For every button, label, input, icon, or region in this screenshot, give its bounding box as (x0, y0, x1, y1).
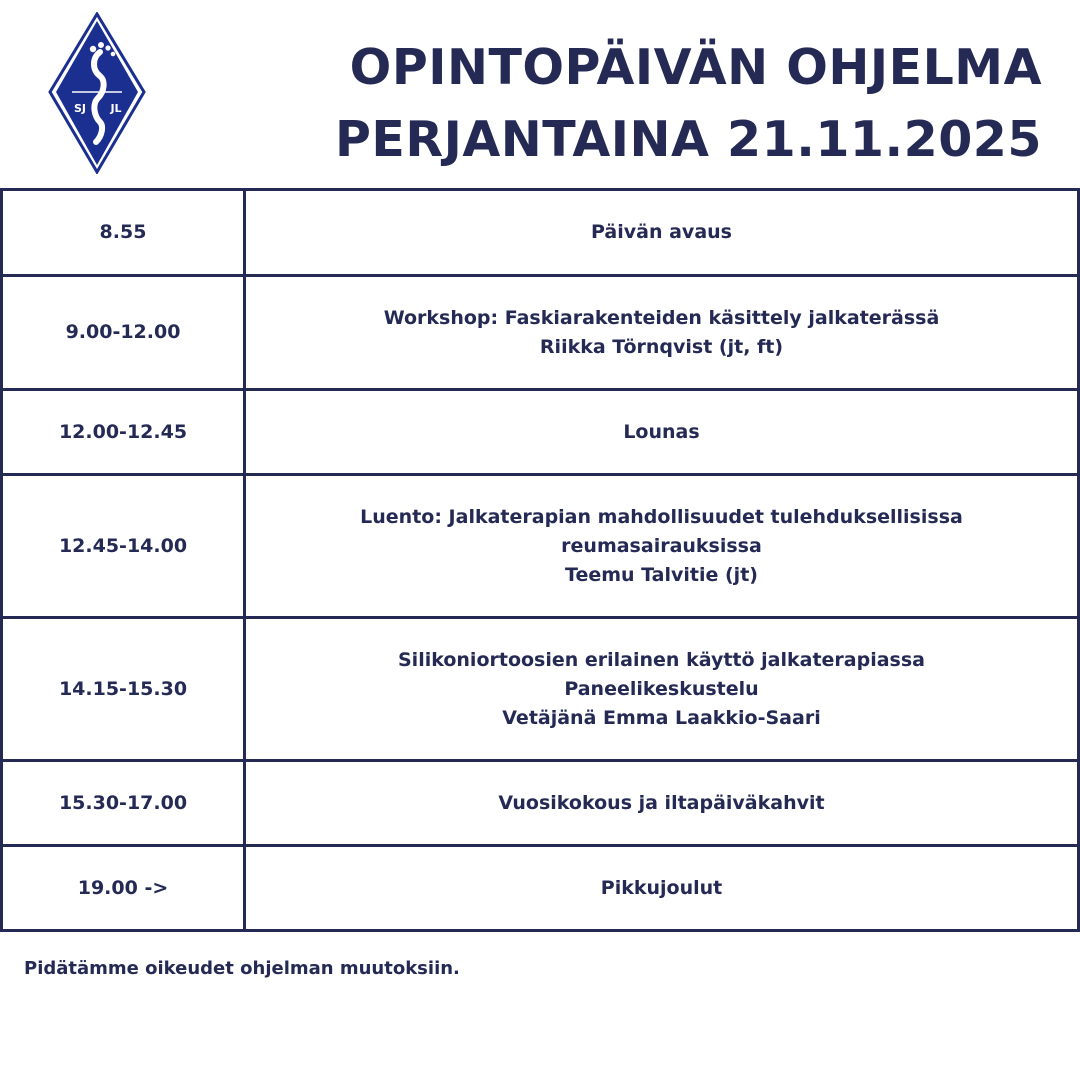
schedule-event (245, 190, 1079, 276)
event-line: Workshop: Faskiarakenteiden käsittely jalkaterässä (383, 306, 940, 329)
schedule-row (2, 190, 1079, 276)
title-line-2: PERJANTAINA 21.11.2025 (334, 111, 1042, 168)
schedule-time: 12.45-14.00 (2, 475, 245, 618)
schedule-event (245, 761, 1079, 846)
logo-letters-right: JL (110, 102, 122, 115)
diamond-logo-icon (48, 12, 146, 174)
event-line: Paneelikeskustelu (564, 677, 759, 700)
schedule-row (2, 276, 1079, 390)
schedule-event (245, 475, 1079, 618)
event-line: Vuosikokous ja iltapäiväkahvit (498, 791, 825, 814)
event-line: Pikkujoulut (600, 876, 723, 899)
schedule-time: 12.00-12.45 (2, 390, 245, 475)
schedule-row (2, 390, 1079, 475)
schedule-row (2, 475, 1079, 618)
page-title (335, 32, 1042, 176)
event-line: Luento: Jalkaterapian mahdollisuudet tulehduksellisissa (360, 505, 963, 528)
footnote: Pidätämme oikeudet ohjelman muutoksiin. (24, 958, 460, 979)
schedule-table (0, 188, 1080, 932)
event-line: Silikoniortoosien erilainen käyttö jalkaterapiassa (398, 648, 925, 671)
schedule-row (2, 846, 1079, 931)
schedule-event (245, 846, 1079, 931)
logo-letters-left: SJ (73, 102, 87, 115)
schedule-row (2, 761, 1079, 846)
schedule-row (2, 618, 1079, 761)
schedule-event (245, 276, 1079, 390)
association-logo (48, 12, 146, 174)
event-line: Riikka Törnqvist (jt, ft) (539, 335, 784, 358)
event-line: Päivän avaus (591, 221, 732, 243)
schedule-time: 15.30-17.00 (2, 761, 245, 846)
schedule-event (245, 618, 1079, 761)
schedule-time: 19.00 -> (2, 846, 245, 931)
title-line-1: OPINTOPÄIVÄN OHJELMA (349, 39, 1042, 96)
schedule-event (245, 390, 1079, 475)
event-line: Lounas (623, 420, 700, 443)
schedule-time: 14.15-15.30 (2, 618, 245, 761)
event-line: Vetäjänä Emma Laakkio-Saari (502, 706, 821, 729)
schedule-time: 8.55 (2, 190, 245, 276)
event-line: reumasairauksissa (561, 534, 762, 557)
schedule-time: 9.00-12.00 (2, 276, 245, 390)
event-line: Teemu Talvitie (jt) (565, 563, 758, 586)
